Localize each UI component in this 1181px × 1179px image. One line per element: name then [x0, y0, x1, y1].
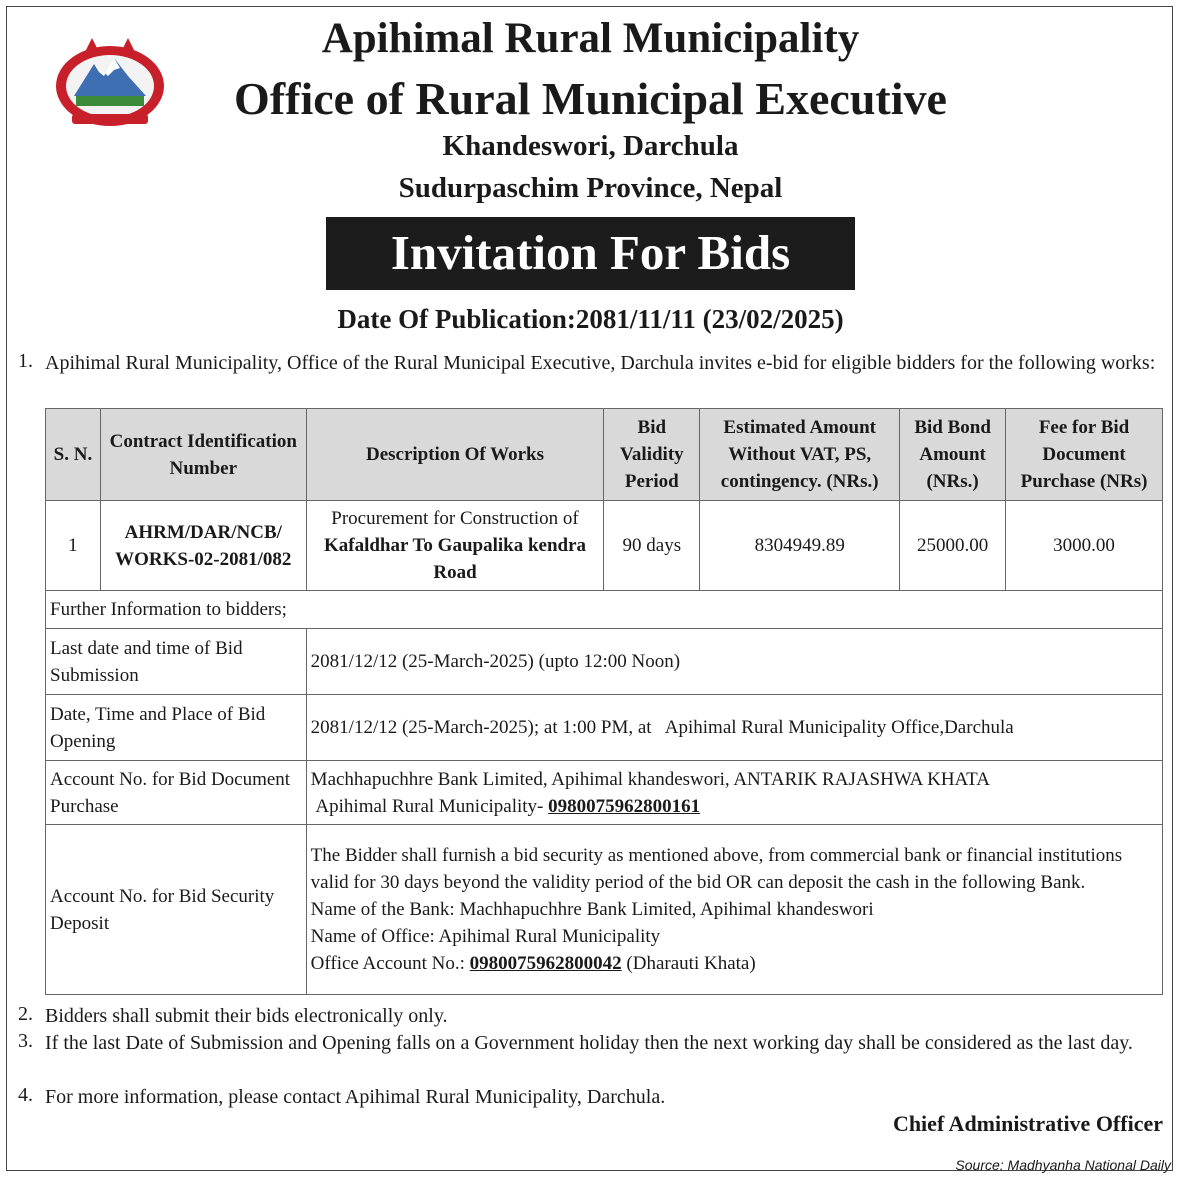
security-account-suffix: (Dharauti Khata): [626, 953, 756, 974]
signature: Chief Administrative Officer: [892, 1111, 1163, 1136]
info-row: [46, 629, 1163, 695]
info-value-opening: 2081/12/12 (25-March-2025); at 1:00 PM, at Apihimal Rural Municipality Office,Darchula: [306, 695, 1162, 761]
info-label-submission: Last date and time of Bid Submission: [46, 629, 307, 695]
province-line: Sudurpaschim Province, Nepal: [398, 172, 783, 204]
col-header-bond: Bid Bond Amount (NRs.): [900, 409, 1006, 501]
location-line: Khandeswori, Darchula: [442, 130, 739, 162]
office-title: Office of Rural Municipal Executive: [234, 73, 947, 124]
publication-date: Date Of Publication:2081/11/11 (23/02/2025): [337, 304, 844, 334]
doc-purchase-bank: Machhapuchhre Bank Limited, Apihimal khandeswori, ANTARIK RAJASHWA KHATA: [310, 768, 990, 790]
info-row: [46, 761, 1163, 825]
cell-bond: 25000.00: [900, 501, 1006, 591]
info-value-submission: 2081/12/12 (25-March-2025) (upto 12:00 Noon): [306, 629, 1162, 695]
further-info-label: Further Information to bidders;: [46, 591, 1163, 629]
info-label-security: Account No. for Bid Security Deposit: [46, 825, 307, 995]
intro-text: Apihimal Rural Municipality, Office of the Rural Municipal Executive, Darchula invites e-bid for eligible bidders for the following works:: [45, 352, 1156, 374]
col-header-fee: Fee for Bid Document Purchase (NRs): [1006, 409, 1163, 501]
doc-purchase-account: 0980075962800161: [548, 795, 701, 817]
cell-estimate: 8304949.89: [700, 501, 900, 591]
municipality-title: Apihimal Rural Municipality: [321, 15, 860, 62]
source-credit: Source: Madhyanha National Daily: [955, 1157, 1171, 1173]
note-number: 3.: [18, 1030, 33, 1052]
col-header-validity: Bid Validity Period: [604, 409, 700, 501]
table-header-row: [46, 409, 1163, 501]
cell-description: [306, 501, 604, 591]
invitation-banner: Invitation For Bids: [326, 217, 855, 290]
doc-purchase-holder: Apihimal Rural Municipality-: [315, 795, 544, 817]
col-header-description: Description Of Works: [306, 409, 604, 501]
further-info-row: [46, 591, 1163, 629]
cell-sn: 1: [46, 501, 101, 591]
table-row: [46, 501, 1163, 591]
security-account-number: 0980075962800042: [469, 953, 622, 974]
info-row: [46, 825, 1163, 995]
security-office: Name of Office: Apihimal Rural Municipality: [310, 926, 661, 947]
note-number: 2.: [18, 1003, 33, 1025]
col-header-estimate: Estimated Amount Without VAT, PS, contingency. (NRs.): [700, 409, 900, 501]
cell-validity: 90 days: [604, 501, 700, 591]
info-row: [46, 695, 1163, 761]
note-text: For more information, please contact Apihimal Rural Municipality, Darchula.: [45, 1086, 666, 1108]
info-value-security: [306, 825, 1162, 995]
security-account-label: Office Account No.:: [310, 953, 465, 974]
description-plain: Procurement for Construction of: [331, 508, 579, 529]
bid-table: [45, 408, 1163, 995]
security-paragraph: The Bidder shall furnish a bid security as mentioned above, from commercial bank or financial institutions valid for 30 days beyond the validity period of the bid OR can deposit the cash in the following Bank.: [310, 845, 1123, 893]
security-bank: Name of the Bank: Machhapuchhre Bank Limited, Apihimal khandeswori: [310, 899, 874, 920]
info-label-doc-purchase: Account No. for Bid Document Purchase: [46, 761, 307, 825]
info-label-opening: Date, Time and Place of Bid Opening: [46, 695, 307, 761]
note-text: Bidders shall submit their bids electronically only.: [45, 1005, 448, 1027]
col-header-contract-id: Contract Identification Number: [100, 409, 306, 501]
description-bold: Kafaldhar To Gaupalika kendra Road: [323, 535, 587, 583]
intro-number: 1.: [18, 350, 33, 372]
info-value-doc-purchase: [306, 761, 1162, 825]
col-header-sn: S. N.: [46, 409, 101, 501]
note-text: If the last Date of Submission and Opening falls on a Government holiday then the next working day shall be considered as the last day.: [45, 1032, 1133, 1054]
cell-contract-id: AHRM/DAR/NCB/ WORKS-02-2081/082: [100, 501, 306, 591]
note-number: 4.: [18, 1084, 33, 1106]
cell-fee: 3000.00: [1006, 501, 1163, 591]
